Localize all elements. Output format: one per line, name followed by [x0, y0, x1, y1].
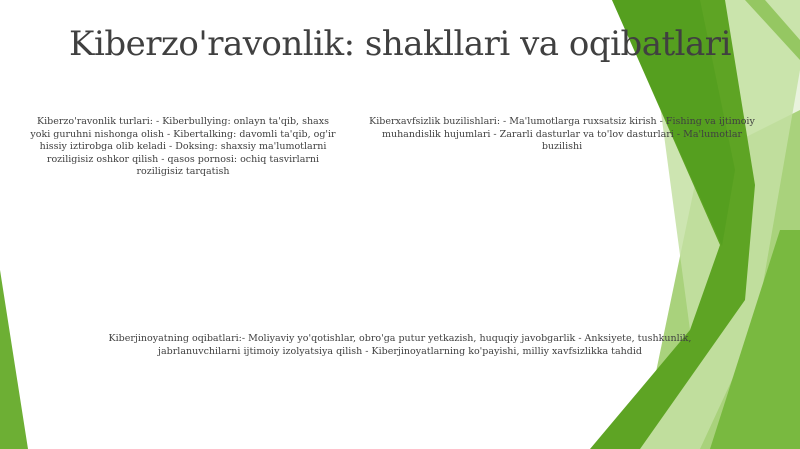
slide-title: Kiberzo'ravonlik: shakllari va oqibatlari: [69, 24, 731, 64]
cybersecurity-breaches-text: Kiberxavfsizlik buzilishlari: - Ma'lumotlarga ruxsatsiz kirish - Fishing va ijtimoiy muhandislik hujumlari - Zararli dasturlar va to'lov dasturlari - Ma'lumotlar buzilishi: [369, 116, 755, 152]
left-accent-shape: [0, 270, 28, 449]
cybercrime-consequences-text: Kiberjinoyatning oqibatlari:- Moliyaviy yo'qotishlar, obro'ga putur yetkazish, huquqiy javobgarlik - Anksiyete, tushkunlik, jabrlanuvchilarni ijtimoiy izolyatsiya qilish - Kiberjinoyatlarning ko'payishi, milliy xavfsizlikka tahdid: [108, 333, 692, 357]
cyberviolence-types-text: Kiberzo'ravonlik turlari: - Kiberbullying: onlayn ta'qib, shaxs yoki guruhni nishonga olish - Kibertalking: davomli ta'qib, og'ir hissiy iztirobga olib keladi - Doksing: shaxsiy ma'lumotlarni roziligisiz oshkor qilish - qasos pornosi: ochiq tasvirlarni roziligisiz tarqatish: [30, 116, 336, 177]
